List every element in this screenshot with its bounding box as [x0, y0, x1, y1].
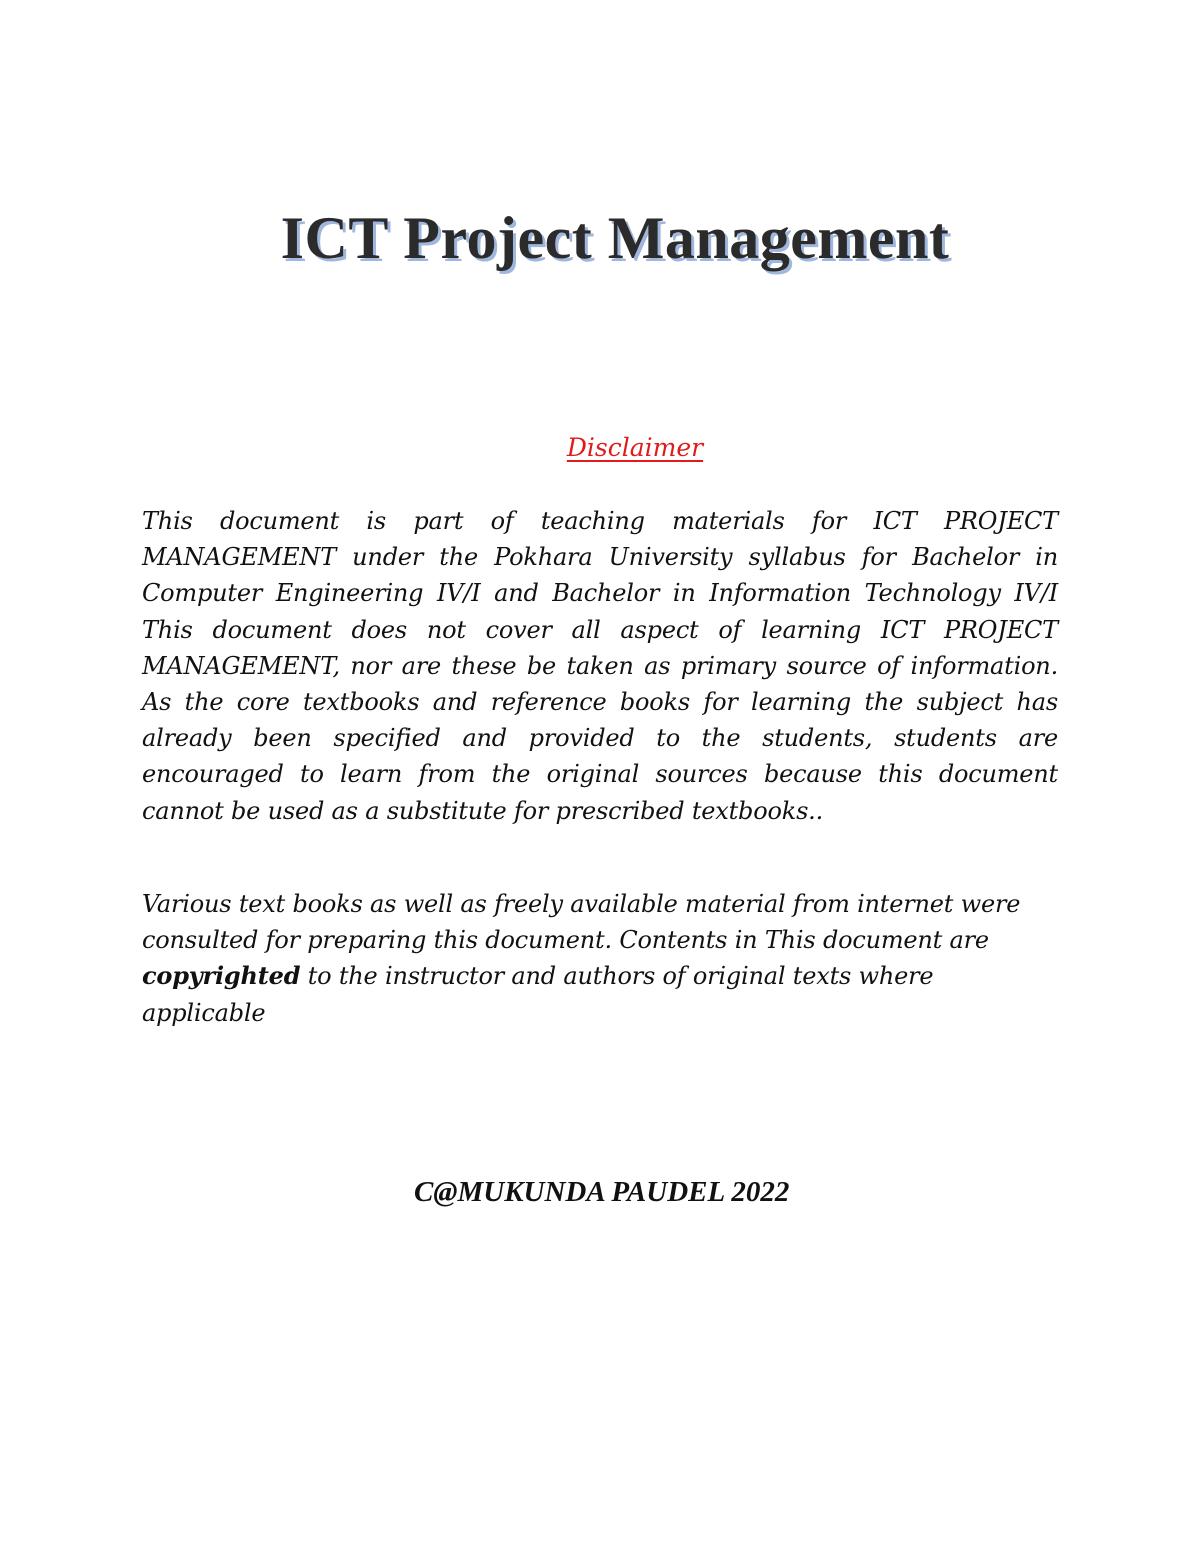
disclaimer-heading: Disclaimer	[566, 433, 704, 462]
copyright-notice: C@MUKUNDA PAUDEL 2022	[414, 1176, 790, 1208]
disclaimer-paragraph-1: This document is part of teaching materials for ICT PROJECT MANAGEMENT under the Pokhara University syllabus for Bachelor in Computer Engineering IV/I and Bachelor in Information Technology IV/I This document does not cover all aspect of learning ICT PROJECT MANAGEMENT, nor are these be taken as primary source of information. As the core textbooks and reference books for learning the subject has already been specified and provided to the students, students are encouraged to learn from the original sources because this document cannot be used as a substitute for prescribed textbooks..	[142, 507, 1058, 825]
paragraph-2-text-before: Various text books as well as freely available material from internet were consulted for preparing this document. Contents in This document are	[142, 890, 1021, 955]
paragraph-2-emphasis: copyrighted	[142, 961, 301, 991]
paragraph-2-text-after: to the instructor and authors of original texts where applicable	[142, 962, 934, 1027]
disclaimer-paragraph-2	[142, 886, 1042, 1031]
document-title: ICT Project Management	[280, 205, 950, 271]
